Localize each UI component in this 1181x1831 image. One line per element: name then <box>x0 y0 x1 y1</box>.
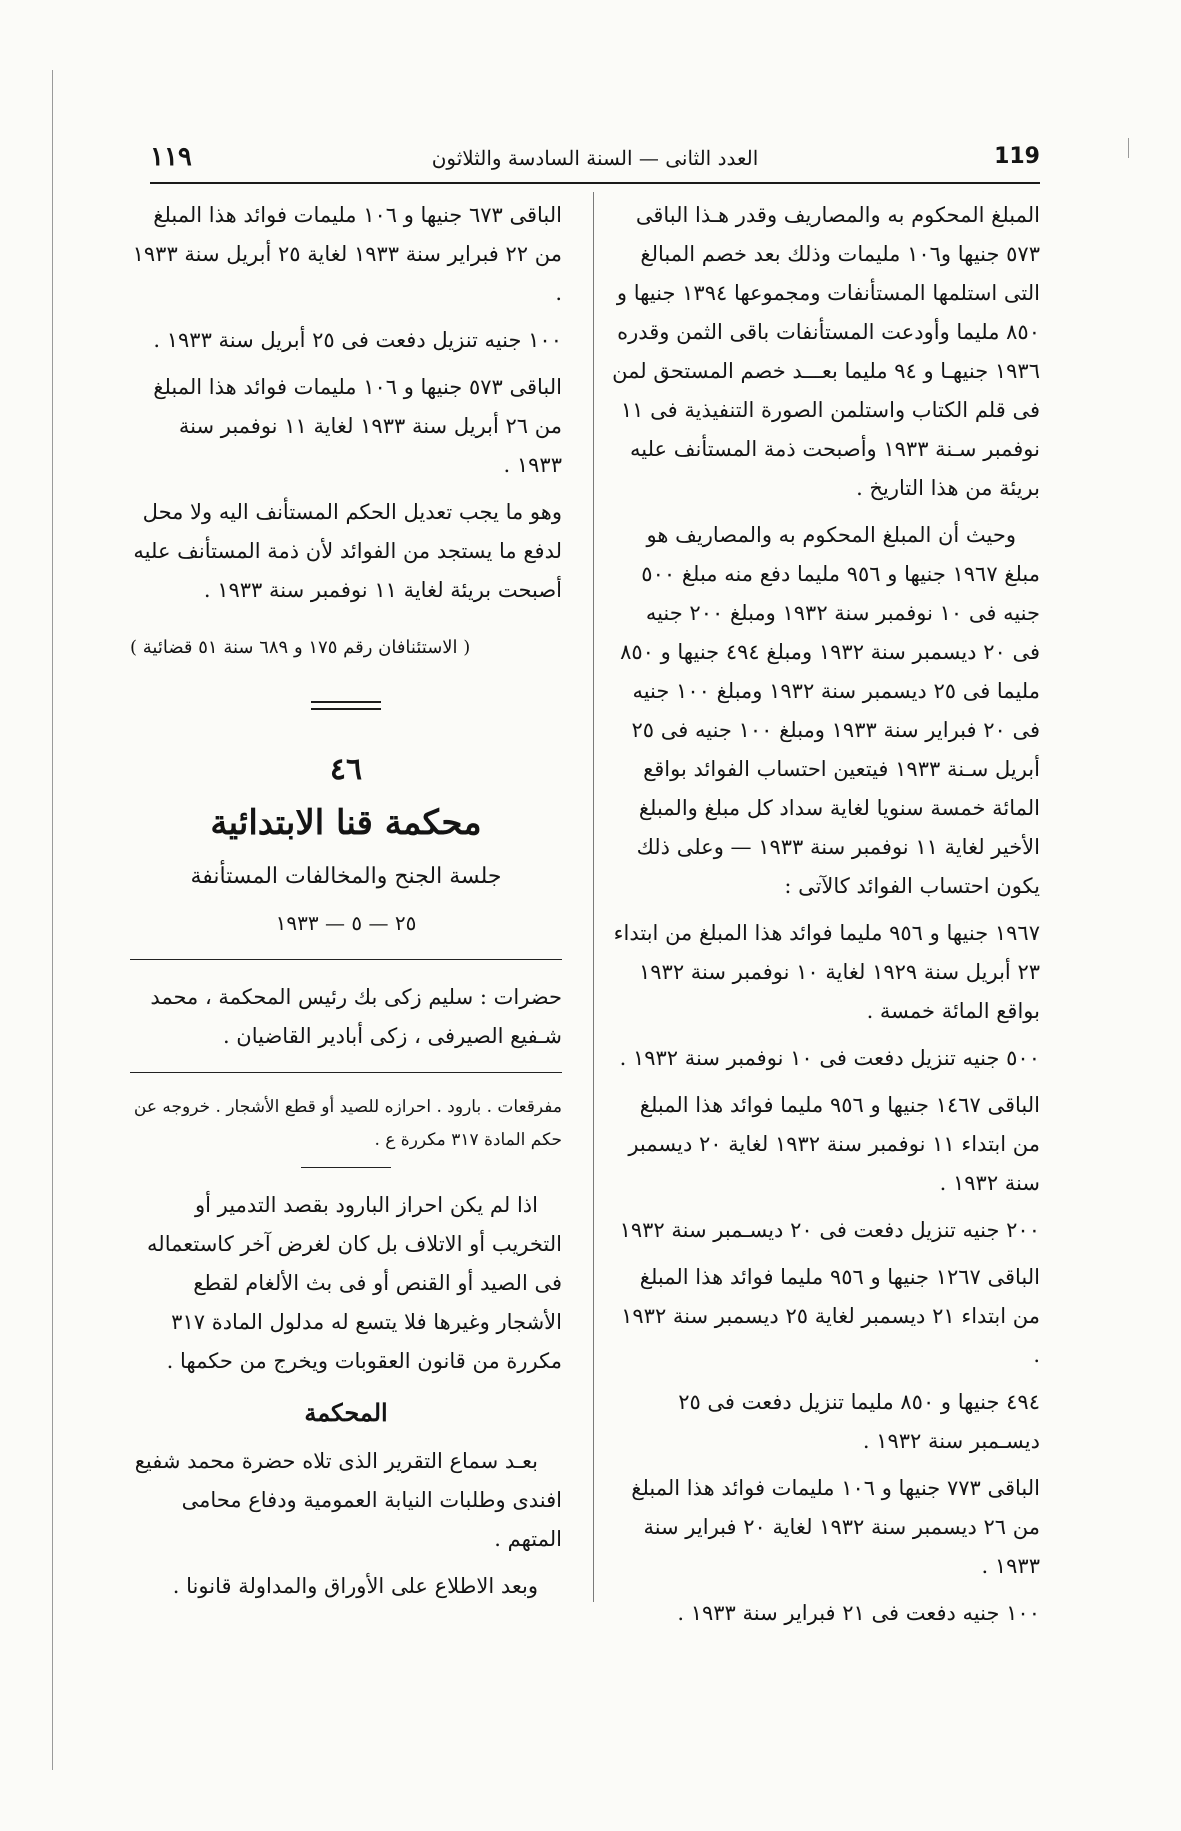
session-date: ٢٥ — ٥ — ١٩٣٣ <box>275 911 417 935</box>
session-title: جلسة الجنح والمخالفات المستأنفة <box>190 864 502 889</box>
rule <box>301 1167 391 1168</box>
calculation-line: الباقى ٦٧٣ جنيها و ١٠٦ مليمات فوائد هذا المبلغ من ٢٢ فبراير سنة ١٩٣٣ لغاية ٢٥ أبريل سنة ١٩٣٣ . <box>132 203 562 305</box>
court-name: محكمة قنا الابتدائية <box>210 803 482 843</box>
calculation-line: ٢٠٠ جنيه تنزيل دفعت فى ٢٠ ديسـمبر سنة ١٩٣٢ <box>619 1218 1040 1242</box>
judges-present: حضرات : سليم زكى بك رئيس المحكمة ، محمد شـفيع الصيرفى ، زكى أبادير القاضيان . <box>150 985 562 1048</box>
scan-edge-line <box>52 70 53 1770</box>
calculation-line: ١٠٠ جنيه تنزيل دفعت فى ٢٥ أبريل سنة ١٩٣٣ . <box>153 328 562 352</box>
page-number-latin: 119 <box>994 144 1040 169</box>
calculation-line: الباقى ١٤٦٧ جنيها و ٩٥٦ مليما فوائد هذا المبلغ من ابتداء ١١ نوفمبر سنة ١٩٣٢ لغاية ٢٠ ديسمبر سنة ١٩٣٢ . <box>628 1093 1040 1195</box>
legal-principle: اذا لم يكن احراز البارود بقصد التدمير أو التخريب أو الاتلاف بل كان لغرض آخر كاستعماله فى الصيد أو القنص أو فى بث الألغام لقطع الأشجار وغيرها فلا يتسع له مدلول المادة ٣١٧ مكررة من قانون العقوبات ويخرج من حكمها . <box>147 1193 562 1373</box>
keywords: مفرقعات . بارود . احرازه للصيد أو قطع الأشجار . خروجه عن حكم المادة ٣١٧ مكررة ع . <box>133 1097 562 1150</box>
right-column <box>612 196 1040 1641</box>
paragraph: وهو ما يجب تعديل الحكم المستأنف اليه ولا محل لدفع ما يستجد من الفوائد لأن ذمة المستأنف عليه أصبحت بريئة لغاية ١١ نوفمبر سنة ١٩٣٣ . <box>133 500 562 602</box>
section-divider <box>311 701 381 710</box>
scan-edge-mark <box>1128 138 1129 158</box>
case-citation: ( الاستئنافان رقم ١٧٥ و ٦٨٩ سنة ٥١ قضائية ) <box>130 637 471 658</box>
column-divider <box>593 192 594 1602</box>
header-rule <box>150 182 1040 184</box>
left-column <box>130 196 562 1614</box>
calculation-line: ٥٠٠ جنيه تنزيل دفعت فى ١٠ نوفمبر سنة ١٩٣٢ . <box>619 1046 1040 1070</box>
paragraph: بعـد سماع التقرير الذى تلاه حضرة محمد شفيع افندى وطلبات النيابة العمومية ودفاع محامى المتهم . <box>134 1449 562 1551</box>
rule <box>130 959 562 960</box>
paragraph: المبلغ المحكوم به والمصاريف وقدر هـذا الباقى ٥٧٣ جنيها و١٠٦ مليمات وذلك بعد خصم المبالغ التى استلمها المستأنفات ومجموعها ١٣٩٤ جنيها و ٨٥٠ مليما وأودعت المستأنفات باقى الثمن وقدره ١٩٣٦ جنيهـا و ٩٤ مليما بعـــد خصم المستحق لمن فى قلم الكتاب واستلمن الصورة التنفيذية فى ١١ نوفمبر سـنة ١٩٣٣ وأصبحت ذمة المستأنف عليه بريئة من هذا التاريخ . <box>612 203 1040 500</box>
page-number-arabic: ١١٩ <box>150 142 192 172</box>
page-header <box>150 138 1040 180</box>
section-heading: المحكمة <box>304 1398 388 1427</box>
calculation-line: ١٠٠ جنيه دفعت فى ٢١ فبراير سنة ١٩٣٣ . <box>677 1601 1040 1625</box>
calculation-line: الباقى ٧٧٣ جنيها و ١٠٦ مليمات فوائد هذا المبلغ من ٢٦ ديسمبر سنة ١٩٣٢ لغاية ٢٠ فبراير سنة ١٩٣٣ . <box>631 1476 1040 1578</box>
paragraph: وبعد الاطلاع على الأوراق والمداولة قانونا . <box>172 1574 538 1598</box>
paragraph: وحيث أن المبلغ المحكوم به والمصاريف هو مبلغ ١٩٦٧ جنيها و ٩٥٦ مليما دفع منه مبلغ ٥٠٠ جنيه فى ١٠ نوفمبر سنة ١٩٣٢ ومبلغ ٢٠٠ جنيه فى ٢٠ ديسمبر سنة ١٩٣٢ ومبلغ ٤٩٤ جنيها و ٨٥٠ مليما فى ٢٥ ديسمبر سنة ١٩٣٢ ومبلغ ١٠٠ جنيه فى ٢٠ فبراير سنة ١٩٣٣ ومبلغ ١٠٠ جنيه فى ٢٥ أبريل سـنة ١٩٣٣ فيتعين احتساب الفوائد بواقع المائة خمسة سنويا لغاية سداد كل مبلغ والمبلغ الأخير لغاية ١١ نوفمبر سنة ١٩٣٣ — وعلى ذلك يكون احتساب الفوائد كالآتى : <box>620 523 1040 898</box>
calculation-line: الباقى ١٢٦٧ جنيها و ٩٥٦ مليما فوائد هذا المبلغ من ابتداء ٢١ ديسمبر لغاية ٢٥ ديسمبر سنة ١٩٣٢ . <box>621 1265 1040 1367</box>
case-number: ٤٦ <box>329 752 363 787</box>
rule <box>130 1072 562 1073</box>
calculation-line: ١٩٦٧ جنيها و ٩٥٦ مليما فوائد هذا المبلغ من ابتداء ٢٣ أبريل سنة ١٩٢٩ لغاية ١٠ نوفمبر سنة ١٩٣٢ بواقع المائة خمسة . <box>613 921 1040 1023</box>
calculation-line: الباقى ٥٧٣ جنيها و ١٠٦ مليمات فوائد هذا المبلغ من ٢٦ أبريل سنة ١٩٣٣ لغاية ١١ نوفمبر سنة ١٩٣٣ . <box>153 375 562 477</box>
running-head: العدد الثانى — السنة السادسة والثلاثون <box>431 146 759 170</box>
calculation-line: ٤٩٤ جنيها و ٨٥٠ مليما تنزيل دفعت فى ٢٥ ديسـمبر سنة ١٩٣٢ . <box>678 1390 1040 1453</box>
